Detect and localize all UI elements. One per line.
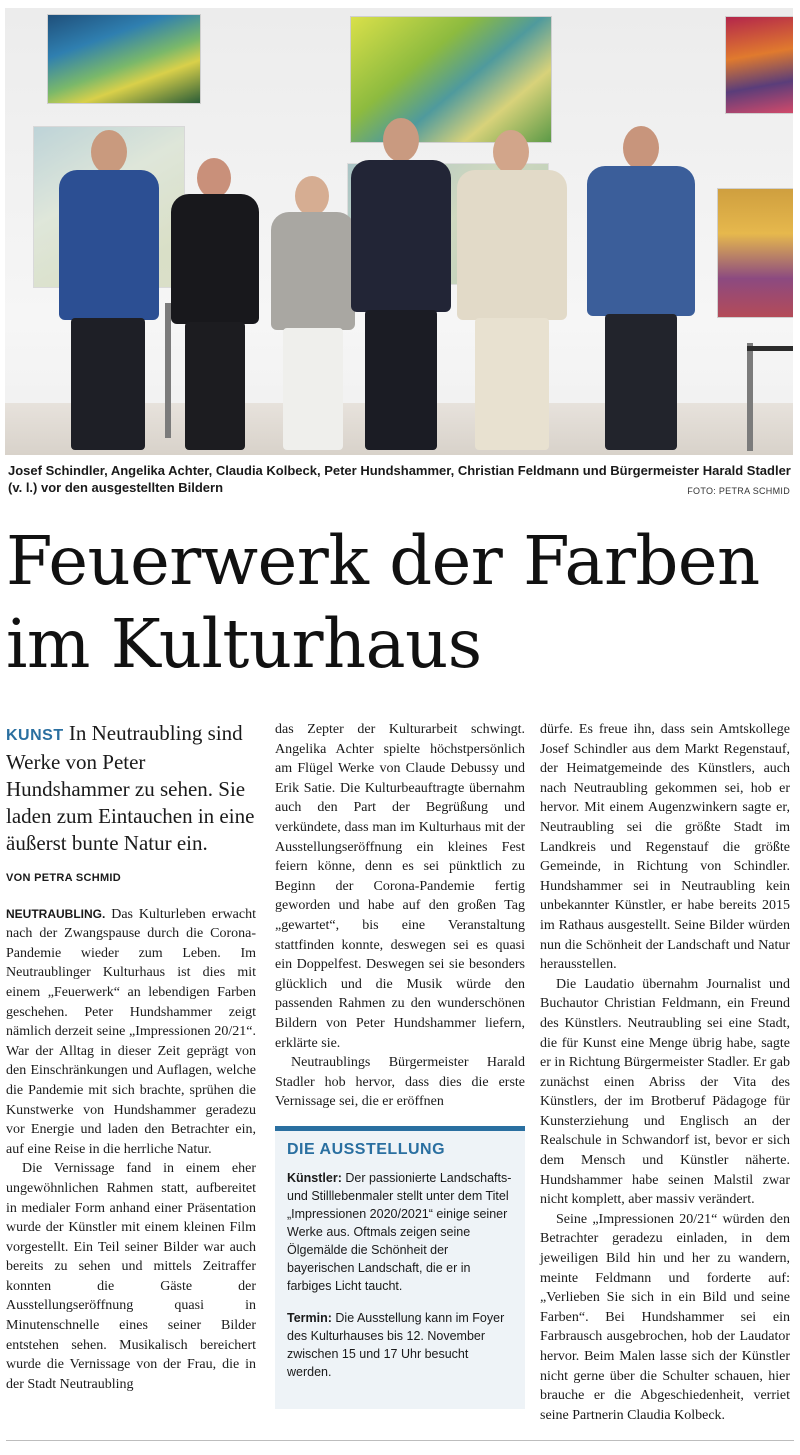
byline: VON PETRA SCHMID: [6, 872, 122, 884]
article-column-2: [275, 720, 525, 1409]
paragraph: Seine „Impressionen 20/21“ würden den Betrachter geradezu einladen, in dem jeweiligen Bild hin und her zu wandern, meinte Feldmann und forderte auf: „Verlieben Sie sich in ein Bild und seine Farben“. Bei Hundshammer sei ein Farbrausch ausgebrochen, hob der Laudator hervor. Beim Malen lasse sich der Künstler nicht gerne über die Schulter schauen, hier brauche er die Abgeschiedenheit, verriet seine Partnerin Claudia Kolbeck.: [540, 1211, 790, 1423]
person-figure: [583, 126, 699, 450]
rubric-label: KUNST: [6, 727, 64, 744]
painting: [725, 16, 793, 114]
article-column-1: [6, 720, 256, 1394]
info-box-artist: [287, 1169, 513, 1295]
person-figure: [453, 130, 571, 450]
article-column-3: [540, 720, 790, 1425]
painting: [47, 14, 201, 104]
barrier-post: [747, 343, 753, 451]
paragraph: dürfe. Es freue ihn, dass sein Amtskollege Josef Schindler aus dem Markt Regenstauf, der Heimatgemeinde des Künstlers, auch nach Neutraubling gekommen sei, hob er hervor. Mit einem Augenzwinkern sagte er, Neutraubling sei die größte Stadt im Landkreis und Regenstauf die größte Gemeinde, in Richtung von Schindler. Hundshammer sei in Neutraubling kein unbekannter Künstler, er habe bereits 2015 im Rathaus ausgestellt. Seine Bilder würden nun die Schönheit der Landschaft und Natur herausstellen.: [540, 722, 790, 973]
headline-line-1: Feuerwerk der Farben: [6, 522, 760, 600]
person-figure: [165, 158, 265, 450]
paragraph: Die Laudatio übernahm Journalist und Buchautor Christian Feldmann, ein Freund des Künstlers. Neutraubling sei eine Stadt, die für Kunst eine Menge übrig habe, sagte er in Richtung Bürgermeister Stadler. Er gab zunächst einen Abriss der Vita des Künstlers, der im Brotberuf Pädagoge für Kunsterziehung und Englisch an der Realschule in Schwandorf ist, bevor er sich dem Mensch und Künstler näherte. Hundshammer habe seinen Malstil zwar nicht komplett, aber massiv verändert.: [540, 976, 790, 1208]
photo-credit: FOTO: PETRA SCHMID: [687, 486, 790, 496]
person-figure: [267, 176, 359, 450]
info-box-text: Die Ausstellung kann im Foyer des Kulturhauses bis 12. November zwischen 15 und 17 Uhr besucht werden.: [287, 1310, 505, 1379]
teaser-text: In Neutraubling sind Werke von Peter Hundshammer zu sehen. Sie laden zum Eintauchen in eine äußerst bunte Natur ein.: [6, 721, 255, 855]
article-photo: [5, 8, 793, 455]
paragraph: Neutraublings Bürgermeister Harald Stadler hob hervor, dass dies die erste Vernissage sei, die er eröffnen: [275, 1055, 525, 1110]
dateline: NEUTRAUBLING.: [6, 906, 106, 921]
paragraph: Die Vernissage fand in einem eher ungewöhnlichen Rahmen statt, aufbereitet in medialer Form anhand einer Präsentation wurde der Künstler mit einem kleinen Film vorgestellt. Ein Teil seiner Bilder war auch bereits zu sehen und mittels Zeitraffer konnten die Gäste der Ausstellungseröffnung quasi in Minutenschnelle eines seiner Bilder entstehen sehen. Musikalisch bereichert wurde die Vernissage von der Frau, die in der Stadt Neutraubling: [6, 1161, 256, 1392]
paragraph-text: Das Kulturleben erwacht nach der Zwangspause durch die Corona-Pandemie wieder zum Leben. Im Neutraublinger Kulturhaus ist dies mit einem „Feuerwerk“ an lebendigen Farben geschehen. Peter Hundshammer zeigt nämlich derzeit seine „Impressionen 20/21“. War der Alltag in dieser Zeit geprägt von den Einschränkungen und Auflagen, welche die Pandemie mit sich brachte, sprühen die Kunstwerke von Hundshammer geradezu vor Energie und laden den Betrachter ein, auf eine Reise in die herrliche Natur.: [6, 906, 256, 1157]
info-box-dates: [287, 1309, 513, 1381]
info-box: [275, 1126, 525, 1409]
headline: [6, 520, 796, 686]
person-figure: [347, 118, 455, 450]
divider: [6, 1440, 794, 1441]
info-box-text: Der passionierte Landschafts- und Stilllebenmaler stellt unter dem Titel „Impressionen 2020/2021“ einige seiner Werke aus. Oftmals zeigen seine Ölgemälde die Schönheit der bayerischen Landschaft, die er in farbiges Licht taucht.: [287, 1170, 512, 1293]
person-figure: [53, 130, 163, 450]
info-box-label: Termin:: [287, 1310, 332, 1325]
info-box-title: DIE AUSSTELLUNG: [287, 1140, 446, 1158]
headline-line-2: im Kulturhaus: [6, 605, 482, 683]
teaser: [6, 720, 256, 857]
paragraph: das Zepter der Kulturarbeit schwingt. Angelika Achter spielte höchstpersönlich am Flügel Werke von Claude Debussy und Erik Satie. Die Kulturbeauftragte übernahm auch den Part der Begrüßung und verkündete, dass man im Kulturhaus mit der Ausstellungseröffnung ein kleines Fest feiern könne, denn es sei pünktlich zu Beginn der Corona-Pandemie fertig geworden und habe auf den großen Tag „gewartet“, bis eine Veranstaltung stattfinden konnte, deswegen sei es quasi ein Doppelfest. Deswegen sei sie besonders glücklich und die Musik würde den passenden Rahmen zu den wunderschönen Bildern von Peter Hundshammer liefern, erklärte sie.: [275, 722, 525, 1051]
barrier-rope: [747, 346, 793, 351]
photo-caption: Josef Schindler, Angelika Achter, Claudia Kolbeck, Peter Hundshammer, Christian Feldmann und Bürgermeister Harald Stadler (v. l.) vor den ausgestellten Bildern: [8, 463, 791, 495]
info-box-label: Künstler:: [287, 1170, 342, 1185]
painting: [717, 188, 793, 318]
paragraph: [6, 905, 256, 1160]
